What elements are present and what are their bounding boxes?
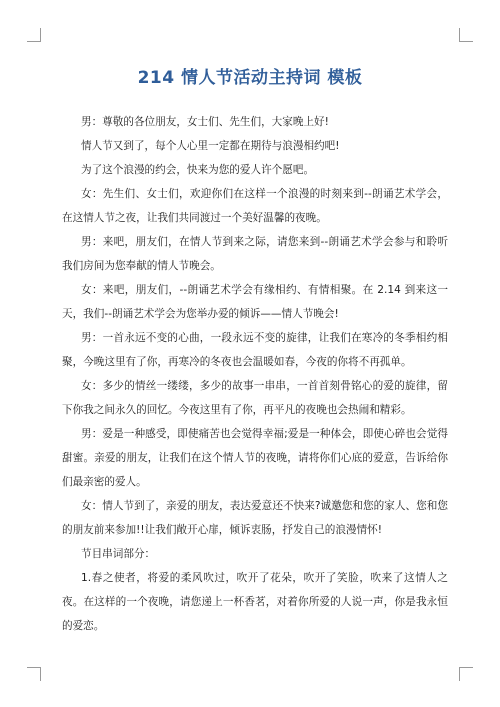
document-body — [62, 110, 448, 638]
paragraph: 女：来吧，朋友们，--朗诵艺术学会有缘相约、有情相聚。在 2.14 到来这一天，我们--朗诵艺术学会为您举办爱的倾诉——情人节晚会! — [62, 284, 448, 320]
section-heading: 节目串词部分： — [81, 548, 156, 560]
paragraph: 情人节又到了，每个人心里一定都在期待与浪漫相约吧! — [81, 140, 340, 152]
paragraph: 女：先生们、女士们，欢迎你们在这样一个浪漫的时刻来到--朗诵艺术学会，在这情人节之夜，让我们共同渡过一个美好温馨的夜晚。 — [62, 188, 448, 224]
paragraph: 为了这个浪漫的约会，快来为您的爱人许个愿吧。 — [81, 164, 315, 176]
paragraph: 男：尊敬的各位朋友，女士们、先生们，大家晚上好! — [81, 116, 329, 128]
page-title: 214 情人节活动主持词 模板 — [137, 68, 363, 88]
paragraph: 男：爱是一种感受，即使痛苦也会觉得幸福;爱是一种体会，即使心碎也会觉得甜蜜。亲爱的朋友，让我们在这个情人节的夜晚，请将你们心底的爱意，告诉给你们最亲密的爱人。 — [62, 428, 448, 488]
paragraph: 女：情人节到了，亲爱的朋友，表达爱意还不快来?诚邀您和您的家人、您和您的朋友前来参加!!让我们敞开心扉，倾诉衷肠，抒发自己的浪漫情怀! — [62, 500, 448, 536]
paragraph: 女：多少的情丝一缕缕，多少的故事一串串，一首首刻骨铭心的爱的旋律，留下你我之间永久的回忆。今夜这里有了你，再平凡的夜晚也会热闹和精彩。 — [62, 380, 448, 416]
paragraph: 1.春之使者，将爱的柔风吹过，吹开了花朵，吹开了笑脸，吹来了这情人之夜。在这样的一个夜晚，请您递上一杯香茗，对着你所爱的人说一声，你是我永恒的爱恋。 — [62, 572, 448, 632]
paragraph: 男：来吧，朋友们，在情人节到来之际，请您来到--朗诵艺术学会参与和聆听我们房间为您奉献的情人节晚会。 — [62, 236, 448, 272]
paragraph: 男：一首永远不变的心曲，一段永远不变的旋律，让我们在寒冷的冬季相约相聚，今晚这里有了你，再寒冷的冬夜也会温暖如春，今夜的你将不再孤单。 — [62, 332, 448, 368]
